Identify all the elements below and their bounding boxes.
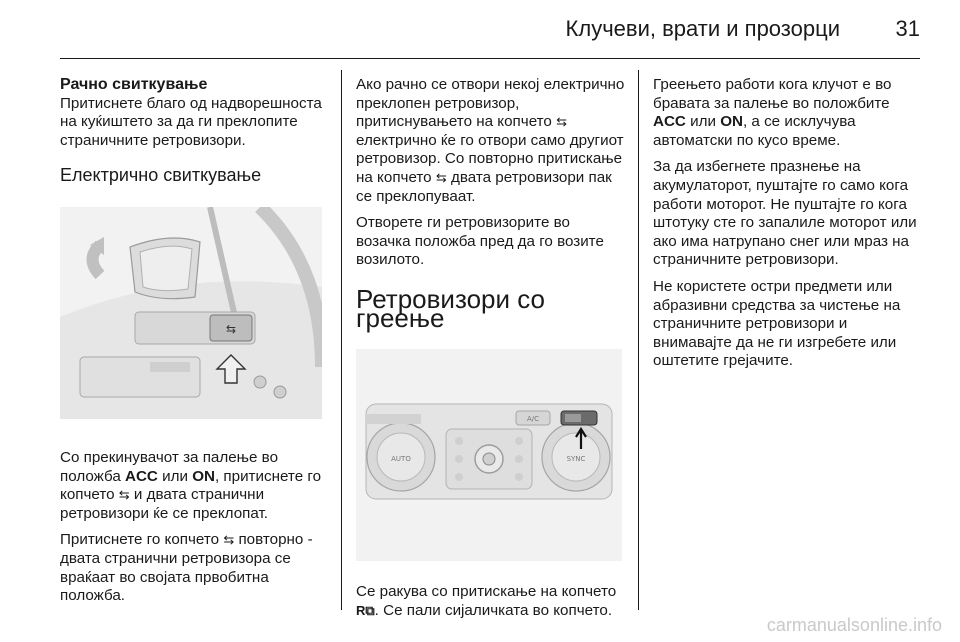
electric-folding-text-2: Притиснете го копчето ⇆ повторно - двата странични ретровизора се враќаат во својата првобитна положба. — [60, 531, 313, 605]
manual-folding-heading: Рачно свиткување — [60, 76, 208, 93]
auto-knob-label: AUTO — [391, 455, 411, 464]
header-rule — [60, 58, 920, 59]
sync-knob-label: SYNC — [566, 455, 586, 464]
mirror-fold-icon: ⇆ — [435, 169, 447, 185]
manual-opened-mirror-text: Ако рачно се отвори некој електрично преклопен ретровизор, притиснувањето на копчето ⇆ електрично ќе го отвори само другиот ретровизор. Со повторно притискање на копчето ⇆ двата ретровизори пак се преклопуваат. — [356, 76, 625, 205]
column-divider-2 — [638, 70, 639, 610]
column-divider-1 — [341, 70, 342, 610]
column-2 — [356, 76, 626, 628]
heated-mirrors-operation-text: Се ракува со притискање на копчето R⧉. Се пали сијаличката во копчето. — [356, 583, 617, 619]
header-title: Клучеви, врати и прозорци — [565, 16, 840, 41]
page-number: 31 — [895, 16, 920, 41]
electric-folding-heading: Електрично свиткување — [60, 165, 262, 186]
heating-operation-text: Греењето работи кога клучот е во бравата за палење во положбите ACC или ON, а се исклучува автоматски по кусо време. — [653, 76, 892, 149]
open-before-driving-text: Отворете ги ретровизорите во возачка положба пред да го возите возилото. — [356, 214, 604, 269]
mirror-fold-icon: ⇆ — [556, 114, 567, 130]
manual-folding-text: Притиснете благо од надворешноста на куќиштето за да ги преклопите страничните ретровизори. — [60, 94, 322, 149]
rear-heat-icon: R⧉ — [356, 602, 375, 618]
electric-folding-text-1: Со прекинувачот за палење во положба ACC или ON, притиснете го копчето ⇆ и двата странични ретровизори ќе се преклопат. — [60, 448, 322, 522]
svg-text:⇆: ⇆ — [225, 321, 237, 336]
mirror-fold-icon: ⇆ — [118, 487, 130, 503]
cleaning-warning-text: Не користете остри предмети или абразивни средства за чистење на страничните ретровизори и внимавајте да не ги изгребете или оштетите грејачите. — [653, 277, 901, 370]
watermark: carmanualsonline.info — [766, 615, 942, 635]
mirror-fold-icon: ⇆ — [223, 532, 235, 548]
mirror-fold-illustration — [60, 207, 322, 419]
ac-button-label: A/C — [526, 415, 540, 424]
heated-mirrors-heading: Ретровизори со греење — [356, 283, 546, 333]
battery-warning-text: За да избегнете празнење на акумулаторот, пуштајте го само кога работи моторот. Не пуштајте го кога штотуку сте го запалиле моторот или ако има натрупано снег или мраз на страничните ретровизори. — [653, 158, 917, 269]
column-3 — [653, 76, 923, 379]
climate-panel-illustration — [356, 349, 622, 561]
column-1 — [60, 70, 325, 614]
